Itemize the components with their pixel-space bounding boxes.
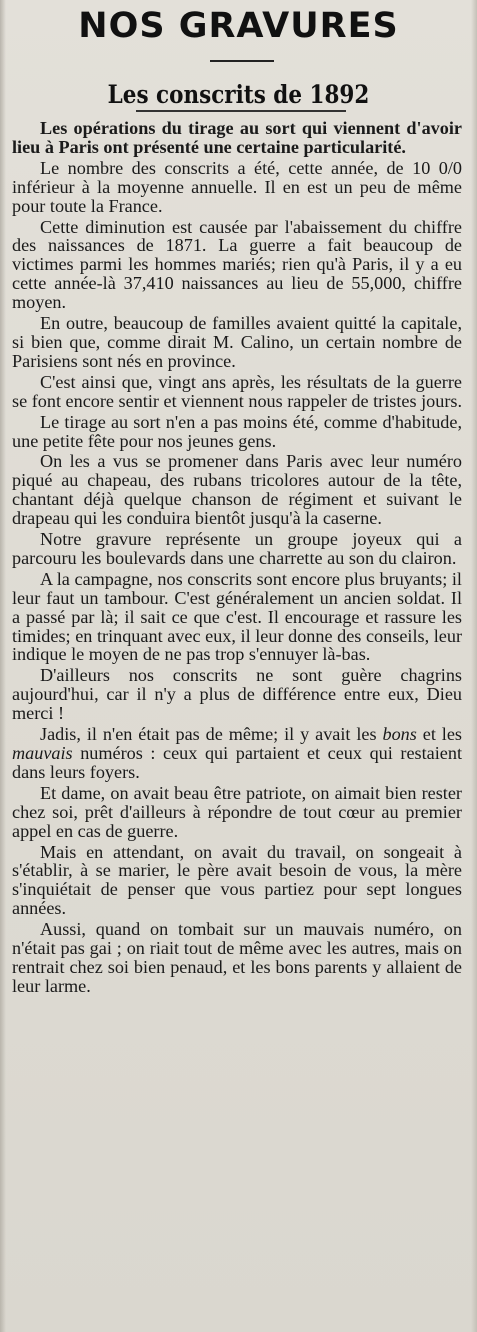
section-title: NOS GRAVURES [78,6,399,46]
paragraph-1: Les opérations du tirage au sort qui viennent d'avoir lieu à Paris ont présenté une certaine particularité. [12,118,462,157]
paragraph-13: Mais en attendant, on avait du travail, on songeait à s'établir, à se marier, le père avait besoin de vous, la mère s'inquiétait de penser que vous partiez pour sept longues années. [12,841,462,919]
scan-edge-left [0,0,6,1332]
article-body [12,119,462,998]
paragraph-9: A la campagne, nos conscrits sont encore plus bruyants; il leur faut un tambour. C'est généralement un ancien soldat. Il a passé par là; il sait ce que c'est. Il encourage et rassure les timides; en trinquant avec eux, il leur donne des conseils, leur indique le moyen de ne pas trop s'ennuyer là-bas. [12,568,462,665]
paragraph-14: Aussi, quand on tombait sur un mauvais numéro, on n'était pas gai ; on riait tout de même avec les autres, mais on rentrait chez soi bien penaud, et les bons parents y allaient de leur larme. [12,919,462,996]
paragraph-2: Le nombre des conscrits a été, cette année, de 10 0/0 inférieur à la moyenne annuelle. Il en est un peu de même pour toute la France. [12,157,462,216]
paragraph-8: Notre gravure représente un groupe joyeux qui a parcouru les boulevards dans une charrette au son du clairon. [12,529,462,568]
title-underline [136,110,346,112]
paragraph-5: C'est ainsi que, vingt ans après, les résultats de la guerre se font encore sentir et viennent nous rappeler de tristes jours. [12,371,462,411]
paragraph-3: Cette diminution est causée par l'abaissement du chiffre des naissances de 1871. La guerre a fait beaucoup de victimes parmi les hommes mariés; rien qu'à Paris, il y a eu cette année-là 37,410 naissances au lieu de 55,000, chiffre moyen. [12,216,462,313]
paragraph-4: En outre, beaucoup de familles avaient quitté la capitale, si bien que, comme dirait M. Calino, un certain nombre de Parisiens sont nés en province. [12,313,462,371]
paragraph-7: On les a vus se promener dans Paris avec leur numéro piqué au chapeau, des rubans tricolores autour de la tête, chantant déjà quelque chanson de régiment et suivant le drapeau qui les conduira bientôt jusqu'à la caserne. [12,451,462,529]
section-rule [210,60,274,62]
paragraph-10: D'ailleurs nos conscrits ne sont guère chagrins aujourd'hui, car il n'y a plus de différence entre eux, Dieu merci ! [12,665,462,724]
article-title: Les conscrits de 1892 [107,80,370,109]
emphasis-word: bons [382,724,417,745]
emphasis-word: mauvais [12,743,73,763]
paragraph-12: Et dame, on avait beau être patriote, on aimait bien rester chez soi, prêt d'ailleurs à répondre de tout cœur au premier appel en cas de guerre. [12,782,462,841]
scan-edge-right [471,0,477,1332]
paragraph-6: Le tirage au sort n'en a pas moins été, comme d'habitude, une petite fête pour nos jeunes gens. [12,411,462,451]
paragraph-11: Jadis, il n'en était pas de même; il y avait les bons et les mauvais numéros : ceux qui partaient et ceux qui restaient dans leurs foyers. [12,724,462,782]
